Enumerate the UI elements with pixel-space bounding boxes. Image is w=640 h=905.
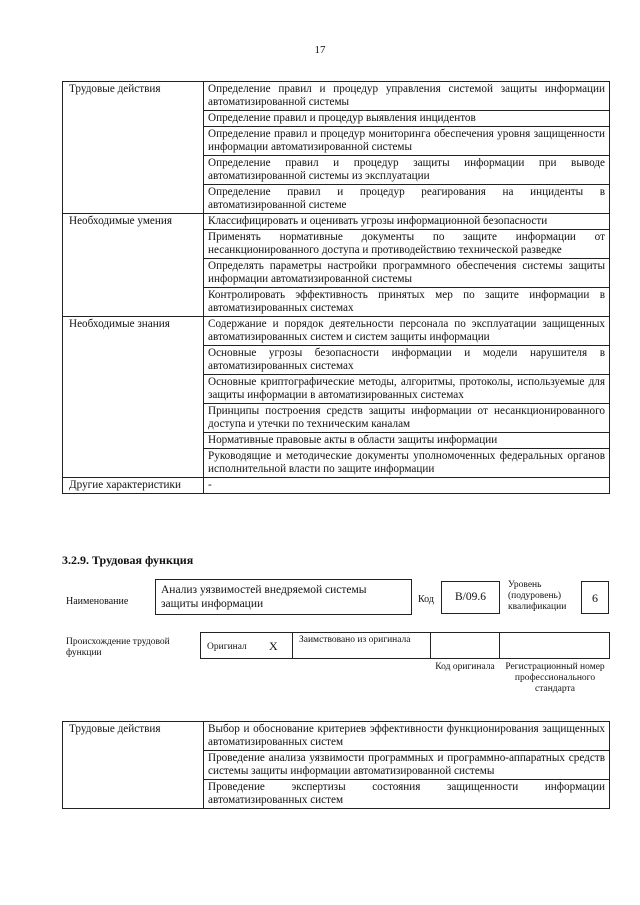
row-group-label: Трудовые действия <box>63 82 204 214</box>
row-item-text: Определение правил и процедур управления системой защиты информации автоматизированной системы <box>204 82 610 111</box>
table-row <box>63 82 610 111</box>
table-row <box>63 722 610 751</box>
row-item-text: Нормативные правовые акты в области защиты информации <box>204 433 610 449</box>
row-item-text: Выбор и обоснование критериев эффективности функционирования защищенных автоматизированных систем <box>204 722 610 751</box>
level-value-box <box>581 581 609 614</box>
row-item-text: Определение правил и процедур защиты информации при выводе автоматизированной системы из эксплуатации <box>204 156 610 185</box>
row-item-text: Основные криптографические методы, алгоритмы, протоколы, используемые для защиты информации в автоматизированных системах <box>204 375 610 404</box>
page-number: 17 <box>314 44 326 56</box>
level-label: Уровень (подуровень) квалификации <box>508 580 567 612</box>
row-item-text: Основные угрозы безопасности информации и модели нарушителя в автоматизированных системах <box>204 346 610 375</box>
original-box <box>200 632 293 659</box>
code-label: Код <box>418 594 434 605</box>
code-original-box <box>430 632 500 659</box>
original-label: Оригинал <box>207 642 247 652</box>
code-original-label: Код оригинала <box>435 662 495 672</box>
row-group-label: Необходимые умения <box>63 214 204 317</box>
row-item-text: Руководящие и методические документы уполномоченных федеральных органов исполнительной власти по защите информации <box>204 449 610 478</box>
row-item-text: Контролировать эффективность принятых мер по защите информации в автоматизированных системах <box>204 288 610 317</box>
row-item-text: Применять нормативные документы по защите информации от несанкционированного доступа и противодействию технической разведке <box>204 230 610 259</box>
row-item-text: Содержание и порядок деятельности персонала по эксплуатации защищенных автоматизированных систем и систем защиты информации <box>204 317 610 346</box>
row-item-text: Проведение экспертизы состояния защищенности информации автоматизированных систем <box>204 780 610 809</box>
borrowed-box <box>292 632 431 659</box>
table-row <box>63 317 610 346</box>
original-mark: X <box>269 639 278 653</box>
row-item-text: Принципы построения средств защиты информации от несанкционированного доступа и утечки по техническим каналам <box>204 404 610 433</box>
work-actions-table <box>62 721 610 809</box>
borrowed-label: Заимствовано из оригинала <box>299 635 411 645</box>
row-item-text: Определять параметры настройки программного обеспечения системы защиты информации автоматизированной системы <box>204 259 610 288</box>
row-group-label: Другие характеристики <box>63 478 204 494</box>
name-value-box <box>155 579 412 615</box>
row-item-text: Определение правил и процедур реагирования на инциденты в автоматизированной системе <box>204 185 610 214</box>
row-item-text: Определение правил и процедур выявления инцидентов <box>204 111 610 127</box>
requirements-table <box>62 81 610 494</box>
code-value-box <box>441 581 500 614</box>
table-row <box>63 478 610 494</box>
section-title: 3.2.9. Трудовая функция <box>62 553 194 567</box>
reg-number-label: Регистрационный номер профессионального стандарта <box>505 662 605 694</box>
row-item-text: - <box>204 478 610 494</box>
reg-number-box <box>499 632 610 659</box>
origin-label: Происхождение трудовой функции <box>66 637 170 658</box>
table-row <box>63 214 610 230</box>
name-label: Наименование <box>66 596 129 607</box>
row-item-text: Проведение анализа уязвимости программных и программно-аппаратных средств системы защиты информации автоматизированной системы <box>204 751 610 780</box>
code-value: B/09.6 <box>455 591 486 603</box>
row-group-label: Трудовые действия <box>63 722 204 809</box>
level-value: 6 <box>592 591 598 605</box>
name-value: Анализ уязвимостей внедряемой системы защиты информации <box>161 584 367 610</box>
row-item-text: Определение правил и процедур мониторинга обеспечения уровня защищенности информации автоматизированной системы <box>204 127 610 156</box>
row-group-label: Необходимые знания <box>63 317 204 478</box>
row-item-text: Классифицировать и оценивать угрозы информационной безопасности <box>204 214 610 230</box>
